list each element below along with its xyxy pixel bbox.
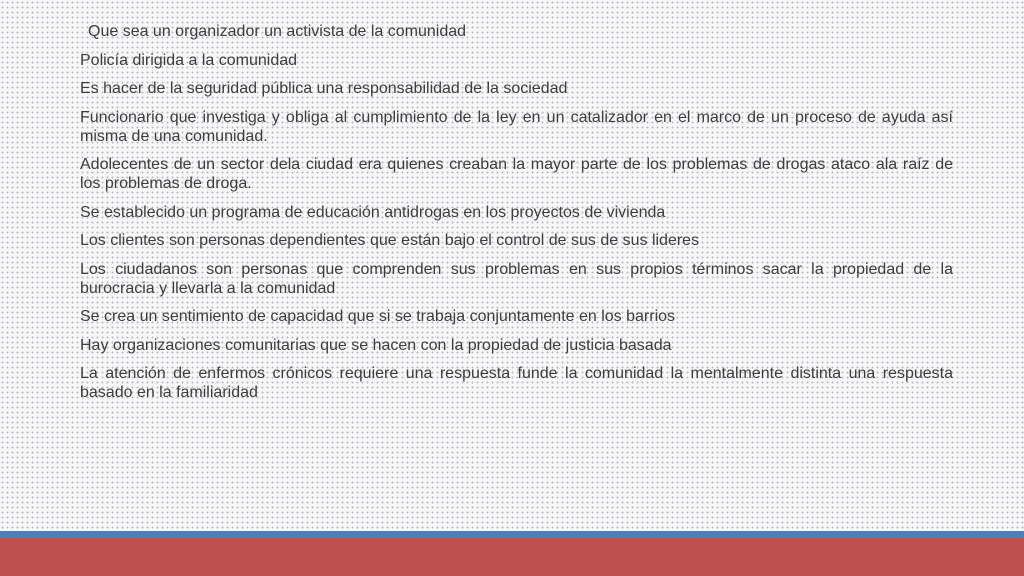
paragraph-atencion: La atención de enfermos crónicos requiere una respuesta funde la comunidad la mentalmente distinta una respuesta basado en la familiaridad <box>80 365 953 401</box>
footer-band <box>0 538 1024 576</box>
paragraph-policia: Policía dirigida a la comunidad <box>80 51 298 69</box>
paragraph-organizador: Que sea un organizador un activista de la comunidad <box>88 23 467 40</box>
paragraph-programa: Se establecido un programa de educación antidrogas en los proyectos de vivienda <box>80 203 666 221</box>
paragraph-organizaciones: Hay organizaciones comunitarias que se hacen con la propiedad de justicia basada <box>80 336 672 354</box>
paragraph-ciudadanos: Los ciudadanos son personas que comprenden sus problemas en sus propios términos sacar la propiedad de la burocracia y llevarla a la comunidad <box>80 260 953 297</box>
paragraph-sentimiento: Se crea un sentimiento de capacidad que si se trabaja conjuntamente en los barrios <box>80 308 676 325</box>
footer-stripe <box>0 531 1024 538</box>
paragraph-funcionario: Funcionario que investiga y obliga al cumplimiento de la ley en un catalizador en el marco de un proceso de ayuda así misma de una comunidad. <box>80 108 953 145</box>
paragraph-clientes: Los clientes son personas dependientes que están bajo el control de sus de sus lideres <box>80 232 700 249</box>
slide-text-body <box>80 22 953 412</box>
paragraph-seguridad: Es hacer de la seguridad pública una responsabilidad de la sociedad <box>80 80 568 97</box>
paragraph-adolecentes: Adolecentes de un sector dela ciudad era quienes creaban la mayor parte de los problemas de drogas ataco ala raíz de los problemas de droga. <box>80 156 953 192</box>
